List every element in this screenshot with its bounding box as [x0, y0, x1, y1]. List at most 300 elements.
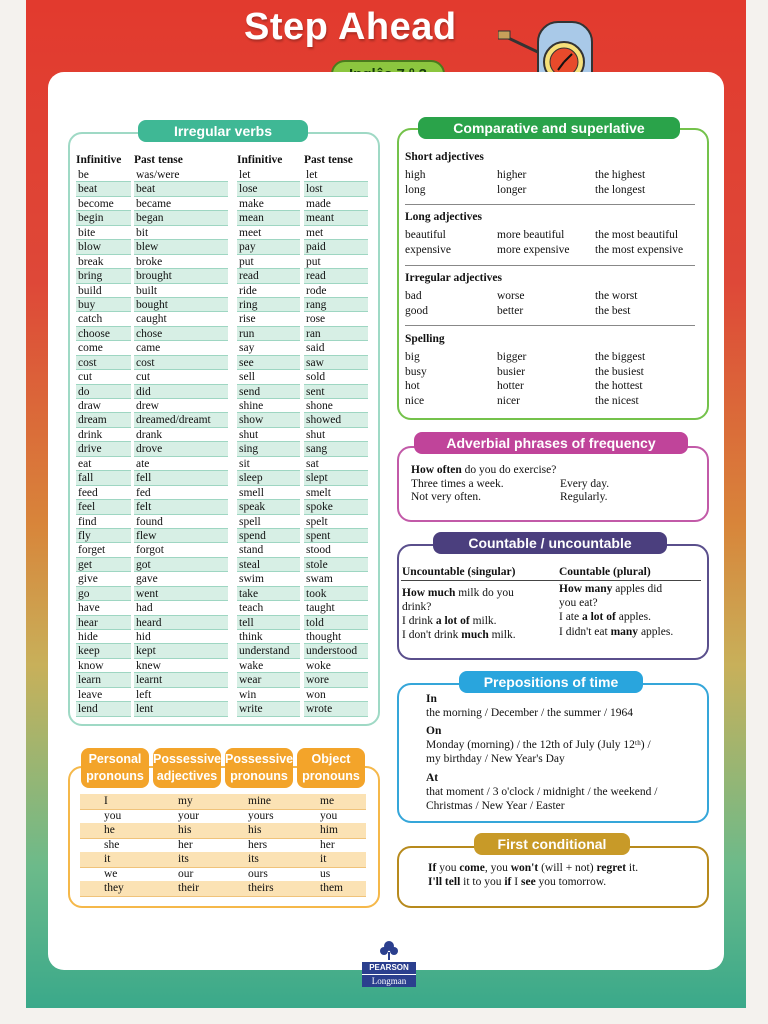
verb-cell: cut	[134, 370, 228, 384]
verb-cell: choose	[76, 327, 131, 341]
verb-cell: flew	[134, 529, 228, 543]
verb-cell: wrote	[304, 702, 368, 716]
pronoun-cell: hers	[248, 838, 268, 851]
verb-cell: begin	[76, 211, 131, 225]
comparison-row	[405, 395, 700, 410]
pronoun-cell: its	[178, 853, 189, 865]
superlative-form: the worst	[595, 290, 638, 302]
bold-word: come	[459, 862, 485, 874]
verb-cell: understood	[304, 644, 368, 658]
verb-cell: had	[134, 601, 228, 615]
adjective: busy	[405, 365, 427, 378]
verb-cell: mean	[237, 211, 300, 225]
verb-cell: sent	[304, 385, 368, 399]
comparative-form: nicer	[497, 394, 520, 407]
text-part: I didn't eat	[559, 626, 611, 638]
verb-cell: pay	[237, 240, 300, 254]
comparative-form: more expensive	[497, 243, 570, 256]
verb-cell: get	[76, 558, 131, 572]
prep-in-label: In	[426, 693, 437, 705]
verb-cell: shone	[304, 399, 368, 413]
verb-cell: sing	[237, 442, 300, 456]
bold-phrase: How much	[402, 587, 456, 599]
adjective: good	[405, 304, 428, 317]
verb-cell: sat	[304, 457, 368, 471]
prep-at-text: that moment / 3 o'clock / midnight / the weekend /	[426, 786, 658, 798]
bold-phrase: a lot of	[435, 615, 470, 627]
bold-phrase: a lot of	[581, 611, 616, 623]
uncountable-line	[402, 587, 514, 599]
bold-word: won't	[510, 862, 539, 874]
prep-on-label: On	[426, 725, 442, 737]
comparison-row	[405, 351, 700, 366]
pronoun-header-object: Object pronouns	[297, 748, 365, 788]
verb-cell: hear	[76, 616, 131, 630]
verb-cell: wake	[237, 659, 300, 673]
section-heading: Spelling	[405, 333, 445, 345]
comparison-row	[405, 366, 700, 381]
verb-cell: shine	[237, 399, 300, 413]
verb-cell: drew	[134, 399, 228, 413]
publisher-name: PEARSON	[362, 962, 416, 974]
verb-cell: felt	[134, 500, 228, 514]
question-bold: How often	[411, 464, 462, 476]
verb-cell: spell	[237, 515, 300, 529]
section-heading: Short adjectives	[405, 151, 484, 163]
prep-at-label: At	[426, 772, 439, 784]
bold-phrase: How many	[559, 583, 613, 595]
pronoun-cell: me	[320, 795, 335, 807]
verb-cell: rose	[304, 312, 368, 326]
verb-cell: speak	[237, 500, 300, 514]
comp-section-spelling	[405, 333, 700, 409]
pronoun-cell: our	[178, 867, 194, 880]
pronoun-cell: theirs	[248, 882, 274, 894]
text-part: apples.	[615, 611, 651, 623]
verb-cell: brought	[134, 269, 228, 283]
adverbial-answer: Three times a week.	[411, 478, 504, 490]
pronoun-cell: mine	[248, 795, 271, 807]
verb-cell: taught	[304, 601, 368, 615]
pearson-tree-icon	[379, 940, 399, 960]
verb-cell: fly	[76, 529, 131, 543]
verb-cell: read	[304, 269, 368, 283]
verb-cell: lend	[76, 702, 131, 716]
verb-cell: do	[76, 385, 131, 399]
verb-cell: meet	[237, 226, 300, 240]
bold-word: If	[428, 862, 437, 874]
verb-cell: ran	[304, 327, 368, 341]
section-heading: Irregular adjectives	[405, 272, 502, 284]
pronoun-cell: her	[320, 838, 335, 851]
verb-cell: bought	[134, 298, 228, 312]
verb-cell: heard	[134, 616, 228, 630]
verb-cell: put	[304, 255, 368, 269]
verb-cell: sang	[304, 442, 368, 456]
verb-cell: paid	[304, 240, 368, 254]
countable-heading: Countable (plural)	[559, 566, 651, 578]
verb-cell: caught	[134, 312, 228, 326]
superlative-form: the biggest	[595, 351, 646, 363]
verb-cell: sit	[237, 457, 300, 471]
pronoun-cell: we	[104, 867, 118, 880]
verb-cell: chose	[134, 327, 228, 341]
comparison-row	[405, 184, 700, 199]
verb-cell: sell	[237, 370, 300, 384]
countable-line	[559, 583, 662, 595]
bold-phrase: much	[461, 629, 489, 641]
comparison-row	[405, 169, 700, 184]
verb-cell: began	[134, 211, 228, 225]
uncountable-line	[402, 629, 516, 641]
superlative-form: the most beautiful	[595, 229, 679, 241]
verb-cell: came	[134, 341, 228, 355]
verb-cell: spent	[304, 529, 368, 543]
prep-in-text: the morning / December / the summer / 1964	[426, 707, 633, 719]
verb-cell: put	[237, 255, 300, 269]
pronoun-row	[80, 867, 366, 883]
verb-cell: wear	[237, 673, 300, 687]
bold-word: I'll tell	[428, 876, 461, 888]
comparative-title: Comparative and superlative	[418, 117, 680, 139]
pronoun-row	[80, 852, 366, 868]
text-part: I ate	[559, 611, 582, 623]
column-header: Infinitive	[76, 154, 122, 166]
verb-cell: left	[134, 688, 228, 702]
divider	[405, 204, 695, 205]
divider	[401, 580, 701, 581]
superlative-form: the hottest	[595, 380, 643, 392]
verb-cell: kept	[134, 644, 228, 658]
verb-cell: met	[304, 226, 368, 240]
adjective: beautiful	[405, 229, 446, 241]
column-header: Past tense	[304, 154, 353, 166]
uncountable-line	[402, 615, 497, 627]
verb-cell: stand	[237, 543, 300, 557]
question-rest: do you do exercise?	[461, 464, 557, 476]
comp-section-long	[405, 211, 700, 258]
verb-cell: show	[237, 413, 300, 427]
verb-cell: shut	[237, 428, 300, 442]
verb-cell: sold	[304, 370, 368, 384]
text-part: milk do you	[455, 587, 514, 599]
section-heading: Long adjectives	[405, 211, 482, 223]
uncountable-line: drink?	[402, 601, 432, 613]
verb-cell: broke	[134, 255, 228, 269]
text-part: you tomorrow.	[535, 876, 607, 888]
verb-cell: let	[237, 168, 300, 182]
comparison-row	[405, 305, 700, 320]
verb-cell: was/were	[134, 168, 228, 182]
verb-cell: bring	[76, 269, 131, 283]
text-part: I don't drink	[402, 629, 462, 641]
adverbial-title: Adverbial phrases of frequency	[414, 432, 688, 454]
verb-cell: woke	[304, 659, 368, 673]
verb-cell: smelt	[304, 486, 368, 500]
comparative-form: worse	[497, 290, 525, 302]
pronoun-cell: he	[104, 824, 115, 836]
verb-cell: swam	[304, 572, 368, 586]
verb-cell: feel	[76, 500, 131, 514]
pronoun-row	[80, 794, 366, 810]
verb-cell: buy	[76, 298, 131, 312]
pronoun-header-personal: Personal pronouns	[81, 748, 149, 788]
verb-cell: have	[76, 601, 131, 615]
adverbial-answer: Regularly.	[560, 491, 608, 503]
verb-cell: drove	[134, 442, 228, 456]
adjective: long	[405, 183, 426, 196]
verb-cell: forgot	[134, 543, 228, 557]
verbs-col-past-right	[304, 153, 368, 717]
conditional-line-1	[428, 862, 638, 874]
pronoun-row	[80, 838, 366, 854]
conditional-line-2	[428, 876, 606, 888]
verb-cell: spelt	[304, 515, 368, 529]
pronoun-cell: your	[178, 809, 200, 822]
pronoun-row	[80, 809, 366, 825]
verb-cell: got	[134, 558, 228, 572]
verb-cell: bite	[76, 226, 131, 240]
text-part: , you	[484, 862, 511, 874]
verb-cell: fall	[76, 471, 131, 485]
comparative-form: busier	[497, 365, 526, 378]
verb-cell: took	[304, 587, 368, 601]
superlative-form: the nicest	[595, 394, 639, 407]
adjective: nice	[405, 394, 425, 407]
verb-cell: knew	[134, 659, 228, 673]
comp-section-short	[405, 151, 700, 198]
pearson-longman-logo	[362, 938, 416, 1000]
verb-cell: teach	[237, 601, 300, 615]
verb-cell: lent	[134, 702, 228, 716]
pronoun-cell: him	[320, 824, 338, 836]
verb-cell: tell	[237, 616, 300, 630]
prep-at-text: Christmas / New Year / Easter	[426, 800, 565, 812]
verb-cell: write	[237, 702, 300, 716]
verb-cell: stood	[304, 543, 368, 557]
verb-cell: lose	[237, 182, 300, 196]
superlative-form: the highest	[595, 169, 646, 181]
verbs-col-infinitive-right	[237, 153, 300, 717]
bold-word: regret	[596, 862, 627, 874]
verb-cell: told	[304, 616, 368, 630]
publisher-imprint: Longman	[362, 974, 416, 987]
countable-line: you eat?	[559, 597, 598, 609]
superlative-form: the longest	[595, 183, 646, 196]
verb-cell: found	[134, 515, 228, 529]
comparison-row	[405, 380, 700, 395]
pronoun-cell: it	[320, 853, 327, 865]
bold-word: see	[520, 876, 536, 888]
text-part: I drink	[402, 615, 436, 627]
verb-cell: run	[237, 327, 300, 341]
pronoun-cell: my	[178, 795, 193, 807]
verb-cell: dreamed/dreamt	[134, 413, 228, 427]
verb-cell: let	[304, 168, 368, 182]
text-part: milk.	[488, 629, 516, 641]
adjective: big	[405, 351, 420, 363]
verb-cell: steal	[237, 558, 300, 572]
irregular-verbs-title: Irregular verbs	[138, 120, 308, 142]
verb-cell: feed	[76, 486, 131, 500]
verb-cell: hid	[134, 630, 228, 644]
bold-phrase: many	[610, 626, 639, 638]
comparative-form: higher	[497, 169, 527, 181]
verb-cell: see	[237, 356, 300, 370]
verb-cell: send	[237, 385, 300, 399]
text-part: milk.	[469, 615, 497, 627]
verb-cell: build	[76, 284, 131, 298]
verb-cell: made	[304, 197, 368, 211]
verb-cell: take	[237, 587, 300, 601]
pronoun-cell: I	[104, 795, 108, 807]
countable-box	[397, 544, 709, 660]
comparison-row	[405, 244, 700, 259]
verb-cell: understand	[237, 644, 300, 658]
pronoun-cell: it	[104, 853, 111, 865]
adjective: hot	[405, 380, 420, 392]
verb-cell: be	[76, 168, 131, 182]
verb-cell: learn	[76, 673, 131, 687]
verb-cell: said	[304, 341, 368, 355]
verb-cell: beat	[76, 182, 131, 196]
verb-cell: smell	[237, 486, 300, 500]
comparison-row	[405, 229, 700, 244]
divider	[405, 265, 695, 266]
verb-cell: keep	[76, 644, 131, 658]
verb-cell: draw	[76, 399, 131, 413]
verb-cell: say	[237, 341, 300, 355]
verb-cell: blow	[76, 240, 131, 254]
verb-cell: hide	[76, 630, 131, 644]
comparative-form: better	[497, 304, 524, 317]
verb-cell: cost	[76, 356, 131, 370]
pronoun-cell: they	[104, 882, 124, 894]
divider	[405, 325, 695, 326]
pronoun-cell: us	[320, 867, 331, 880]
prepositions-title: Prepositions of time	[459, 671, 643, 693]
verb-cell: fed	[134, 486, 228, 500]
pronoun-cell: yours	[248, 809, 274, 822]
pronoun-row	[80, 881, 366, 897]
verb-cell: shut	[304, 428, 368, 442]
text-part: it.	[626, 862, 639, 874]
verb-cell: win	[237, 688, 300, 702]
comp-section-irregular	[405, 272, 700, 319]
verb-cell: go	[76, 587, 131, 601]
verb-cell: catch	[76, 312, 131, 326]
verb-cell: read	[237, 269, 300, 283]
verb-cell: slept	[304, 471, 368, 485]
verbs-col-infinitive-left	[76, 153, 131, 717]
verb-cell: wore	[304, 673, 368, 687]
verb-cell: stole	[304, 558, 368, 572]
countable-line	[559, 611, 651, 623]
pronoun-row	[80, 823, 366, 839]
verb-cell: learnt	[134, 673, 228, 687]
pronoun-cell: his	[178, 824, 192, 836]
uncountable-heading: Uncountable (singular)	[402, 566, 516, 578]
verb-cell: leave	[76, 688, 131, 702]
verb-cell: spend	[237, 529, 300, 543]
verb-cell: became	[134, 197, 228, 211]
verb-cell: ate	[134, 457, 228, 471]
column-header: Infinitive	[237, 154, 283, 166]
pronoun-cell: their	[178, 882, 200, 894]
verb-cell: forget	[76, 543, 131, 557]
verb-cell: thought	[304, 630, 368, 644]
verb-cell: meant	[304, 211, 368, 225]
countable-line	[559, 626, 673, 638]
verb-cell: blew	[134, 240, 228, 254]
pronoun-cell: his	[248, 824, 262, 836]
text-part: apples did	[612, 583, 663, 595]
verb-cell: drive	[76, 442, 131, 456]
verb-cell: spoke	[304, 500, 368, 514]
text-part: (will + not)	[538, 862, 597, 874]
verb-cell: rang	[304, 298, 368, 312]
verb-cell: know	[76, 659, 131, 673]
superlative-form: the most expensive	[595, 243, 684, 256]
comparative-form: bigger	[497, 351, 527, 363]
pronoun-cell: its	[248, 853, 259, 865]
pronoun-cell: she	[104, 838, 120, 851]
verb-cell: cut	[76, 370, 131, 384]
adjective: expensive	[405, 243, 451, 256]
verb-cell: beat	[134, 182, 228, 196]
text-part: apples.	[638, 626, 674, 638]
verb-cell: built	[134, 284, 228, 298]
verb-cell: showed	[304, 413, 368, 427]
verb-cell: rode	[304, 284, 368, 298]
verb-cell: sleep	[237, 471, 300, 485]
text-part: it to you	[460, 876, 505, 888]
verbs-col-past-left	[134, 153, 228, 717]
verb-cell: cost	[134, 356, 228, 370]
verb-cell: become	[76, 197, 131, 211]
verb-cell: lost	[304, 182, 368, 196]
verb-cell: make	[237, 197, 300, 211]
superlative-form: the busiest	[595, 365, 644, 378]
verb-cell: bit	[134, 226, 228, 240]
verb-cell: drank	[134, 428, 228, 442]
bold-word: if	[504, 876, 512, 888]
first-conditional-title: First conditional	[474, 833, 630, 855]
superlative-form: the best	[595, 304, 631, 317]
pronoun-cell: you	[320, 809, 338, 822]
pronoun-cell: her	[178, 838, 193, 851]
adjective: high	[405, 169, 426, 181]
verb-cell: did	[134, 385, 228, 399]
column-header: Past tense	[134, 154, 183, 166]
adverbial-answer: Every day.	[560, 478, 610, 490]
verb-cell: gave	[134, 572, 228, 586]
poster-title: Step Ahead	[244, 6, 457, 48]
verb-cell: went	[134, 587, 228, 601]
text-part: you	[436, 862, 460, 874]
pronoun-header-possessive-adjectives: Possessive adjectives	[153, 748, 221, 788]
verb-cell: eat	[76, 457, 131, 471]
adverbial-question	[411, 464, 556, 476]
verb-cell: think	[237, 630, 300, 644]
text-part: I	[511, 876, 521, 888]
verb-cell: ride	[237, 284, 300, 298]
verb-cell: rise	[237, 312, 300, 326]
verb-cell: find	[76, 515, 131, 529]
comparative-form: more beautiful	[497, 229, 565, 241]
verb-cell: give	[76, 572, 131, 586]
countable-title: Countable / uncountable	[433, 532, 667, 554]
